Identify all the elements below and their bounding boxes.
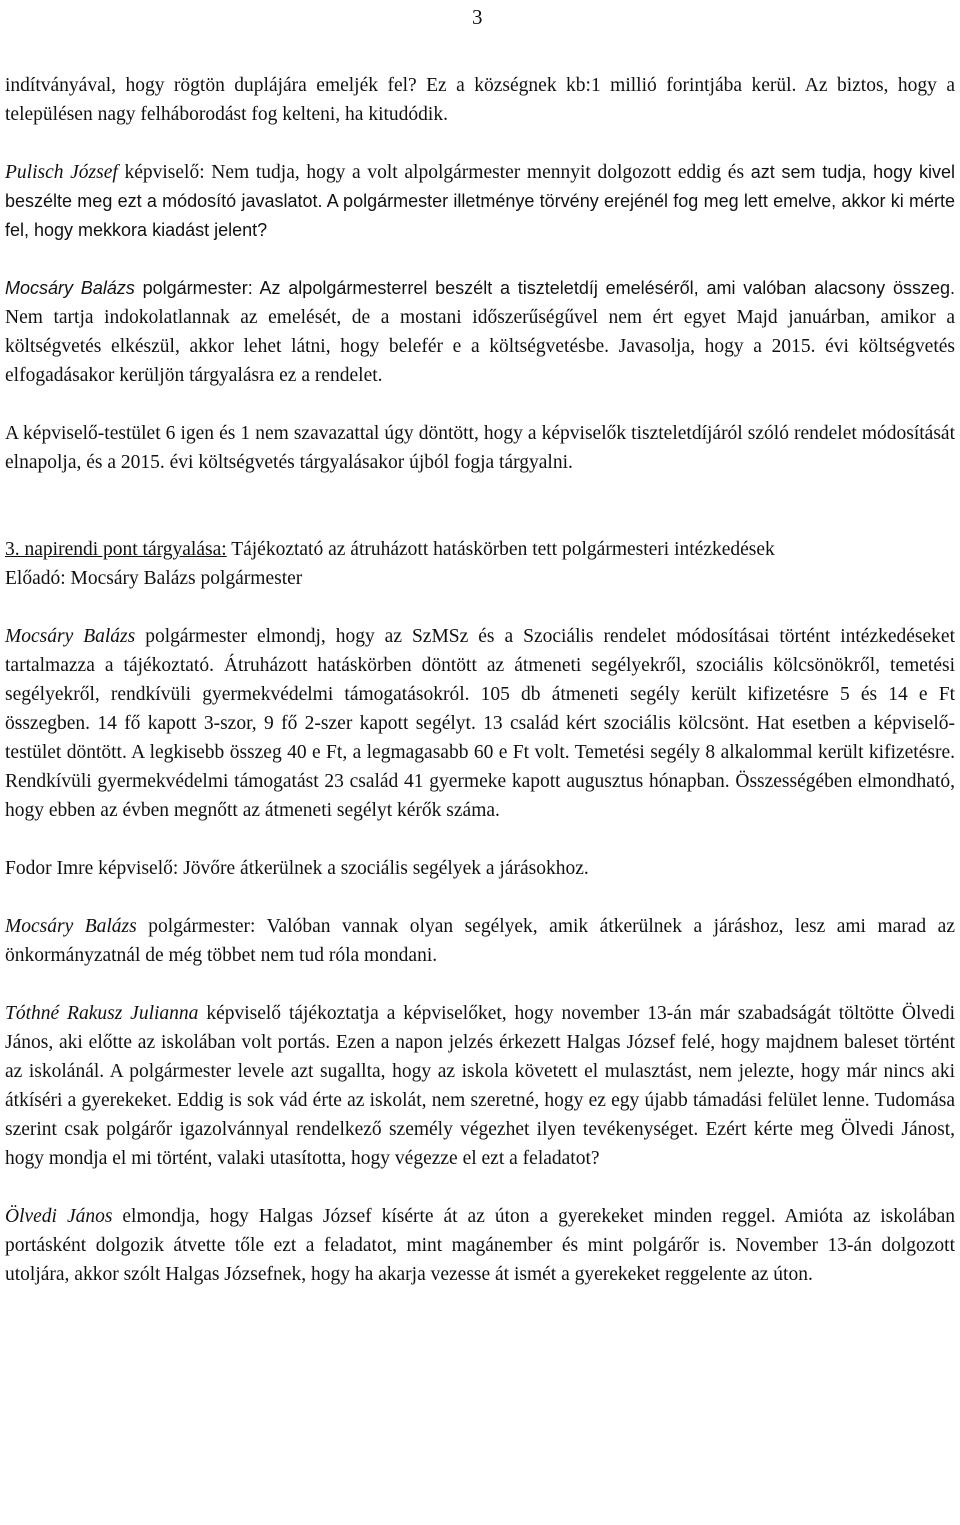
paragraph-gap: [5, 883, 955, 912]
paragraph-gap: [5, 825, 955, 854]
section-gap: [5, 477, 955, 535]
speaker-name: Mocsáry Balázs: [5, 626, 136, 647]
paragraph-text: Nem tartja indokolatlannak az emelését, de a mostani időszerűségűvel nem ért egyet Majd januárban, amikor a költségvetés elkészül, akkor lehet látni, hogy belefér e a költségvetésbe. Javasolja, hogy a 2015. évi költségvetés elfogadásakor kerüljön tárgyalásra ez a rendelet.: [5, 307, 955, 386]
paragraph-gap: [5, 593, 955, 622]
document-body: [5, 71, 955, 1289]
paragraph-text: elmondja, hogy Halgas József kísérte át az úton a gyerekeket minden reggel. Amióta az iskolában portásként dolgozik átvette tőle ezt a feladatot, mint magánember és mint polgárőr is. November 13-án dolgozott utoljára, akkor szólt Halgas Józsefnek, hogy ha akarja vezesse át ismét a gyerekeket reggelente az úton.: [5, 1206, 955, 1285]
paragraph-gap: [5, 245, 955, 274]
paragraph-tothne: [5, 999, 955, 1173]
paragraph-text: indítványával, hogy rögtön duplájára emeljék fel? Ez a községnek kb:1 millió forintjába kerül. Az biztos, hogy a településen nagy felháborodást fog kelteni, ha kitudódik.: [5, 75, 955, 125]
paragraph-resolution: [5, 419, 955, 477]
agenda-presenter: [5, 564, 955, 593]
paragraph-gap: [5, 1173, 955, 1202]
paragraph-gap: [5, 970, 955, 999]
paragraph-text: A képviselő-testület 6 igen és 1 nem szavazattal úgy döntött, hogy a képviselők tiszteletdíjáról szóló rendelet módosítását elnapolja, és a 2015. évi költségvetés tárgyalásakor újból fogja tárgyalni.: [5, 423, 955, 473]
paragraph-continuation: [5, 71, 955, 129]
paragraph-text-sans: azt sem tudja, hogy kivel beszélte meg ezt a módosító javaslatot. A polgármester illetménye törvény erejénél fog meg lett emelve, akkor ki mérte fel, hogy mekkora kiadást jelent?: [5, 162, 955, 240]
paragraph-text: képviselő: Nem tudja, hogy a volt alpolgármester mennyit dolgozott eddig és: [117, 162, 745, 183]
paragraph-gap: [5, 390, 955, 419]
agenda-heading: 3. napirendi pont tárgyalása:: [5, 539, 227, 560]
paragraph-text: képviselő tájékoztatja a képviselőket, hogy november 13-án már szabadságát töltötte Ölvedi János, aki előtte az iskolában volt portás. Ezen a napon jelzés érkezett Halgas József felé, hogy majdnem baleset történt az iskolánál. A polgármester levele azt sugallta, hogy az iskola követett el mulasztást, nem jelezte, hogy már nincs aki átkíséri a gyerekeket. Eddig is sok vád érte az iskolát, nem szeretné, hogy ez egy újabb támadási felület lenne. Tudomása szerint csak polgárőr igazolvánnyal rendelkező személy végezhet ilyen tevékenységet. Ezért kérte meg Ölvedi Jánost, hogy mondja el mi történt, valaki utasította, hogy végezze el ezt a feladatot?: [5, 1003, 956, 1169]
speaker-name: Mocsáry Balázs: [5, 916, 137, 937]
paragraph-text: Fodor Imre képviselő: Jövőre átkerülnek a szociális segélyek a járásokhoz.: [5, 858, 589, 879]
speaker-name: Pulisch József: [5, 162, 118, 183]
presenter-text: Előadó: Mocsáry Balázs polgármester: [5, 568, 303, 589]
paragraph-pulisch: [5, 158, 955, 245]
paragraph-fodor: [5, 854, 955, 883]
speaker-name: Tóthné Rakusz Julianna: [5, 1003, 199, 1024]
agenda-item-3: [5, 535, 955, 564]
speaker-name: Ölvedi János: [5, 1206, 113, 1227]
paragraph-text: polgármester elmondj, hogy az SzMSz és a Szociális rendelet módosításai történt intézkedéseket tartalmazza a tájékoztató. Átruházott hatáskörben döntött az átmeneti segélyekről, szociális kölcsönökről, temetési segélyekről, rendkívüli gyermekvédelmi támogatásokról. 105 db átmeneti segély került kifizetésre 5 és 14 e Ft összegben. 14 fő kapott 3-szor, 9 fő 2-szer kapott segélyt. 13 család kért szociális kölcsönt. Hat esetben a képviselő-testület döntött. A legkisebb összeg 40 e Ft, a legmagasabb 60 e Ft volt. Temetési segély 8 alkalommal került kifizetésre. Rendkívüli gyermekvédelmi támogatást 23 család 41 gyermeke kapott augusztus hónapban. Összességében elmondható, hogy ebben az évben megnőtt az átmeneti segélyt kérők száma.: [5, 626, 955, 821]
paragraph-mocsary-1: [5, 274, 955, 390]
agenda-title: Tájékoztató az átruházott hatáskörben tett polgármesteri intézkedések: [226, 539, 775, 560]
paragraph-text-sans: polgármester: Az alpolgármesterrel beszélt a tiszteletdíj emeléséről, ami valóban alacsony összeg.: [134, 278, 955, 298]
paragraph-mocsary-3: [5, 912, 955, 970]
paragraph-olvedi: [5, 1202, 955, 1289]
paragraph-gap: [5, 129, 955, 158]
speaker-name: Mocsáry Balázs: [5, 278, 135, 298]
paragraph-text: polgármester: Valóban vannak olyan segélyek, amik átkerülnek a járáshoz, lesz ami marad az önkormányzatnál de még többet nem tud róla mondani.: [5, 916, 955, 966]
page-number: 3: [472, 5, 483, 29]
paragraph-mocsary-2: [5, 622, 955, 825]
